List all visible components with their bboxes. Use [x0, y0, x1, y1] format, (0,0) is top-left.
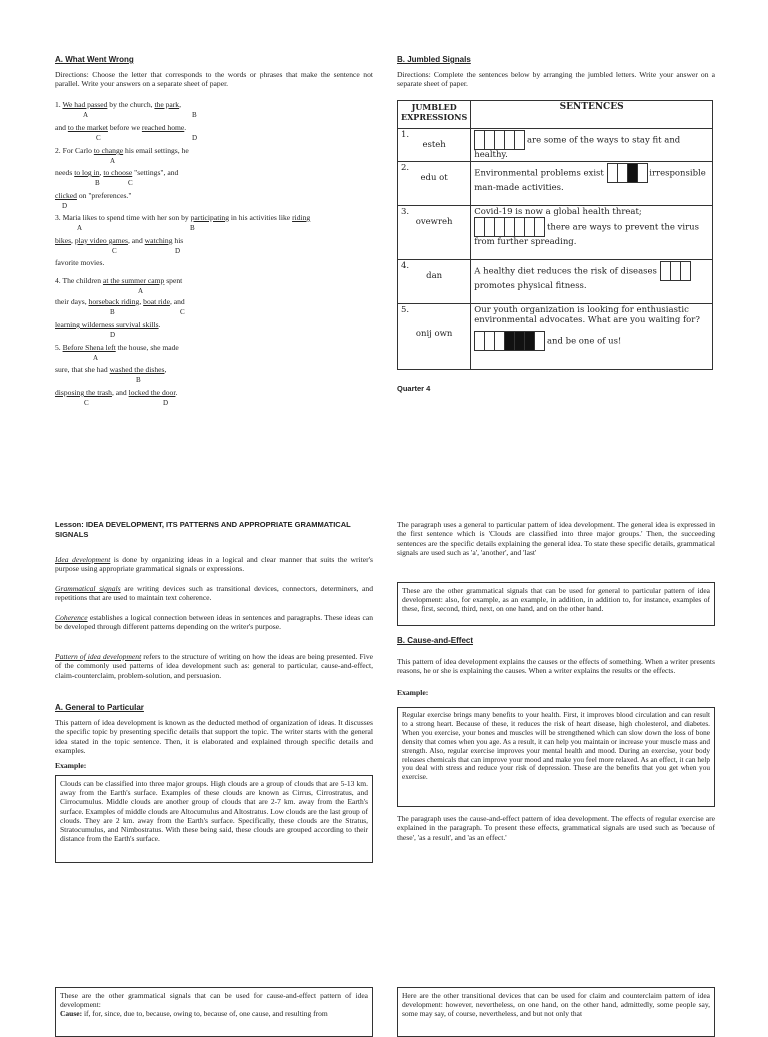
sentence-after: and be one of us!	[546, 336, 622, 347]
row-number: 5.	[401, 305, 410, 315]
question-1-line-2: and to the market before we reached home.	[55, 123, 187, 132]
option-letter: C	[128, 179, 133, 187]
example-label: Example:	[55, 761, 87, 770]
lesson-title: Lesson: IDEA DEVELOPMENT, ITS PATTERNS AND APPROPRIATE GRAMMATICAL SIGNALS	[55, 520, 351, 539]
sentence-after: there are ways to prevent the virus from further spreading.	[474, 222, 699, 247]
jumbled-word: edu ot	[420, 173, 448, 183]
section-b-directions: Directions: Complete the sentences below by arranging the jumbled letters. Write your answer on a separate sheet of paper.	[397, 70, 715, 89]
option-letter: A	[83, 111, 89, 119]
general-to-particular-text: This pattern of idea development is known as the deducted method of organization of ideas. It discusses the specific topic by presenting specific details that support the topic. The writer starts with the general idea stated in the topic sentence. Then, it is elaborated and explained through specific details and examples.	[55, 718, 373, 756]
jumbled-signals-table	[397, 100, 713, 370]
question-5-line-1: 5. Before Shena left the house, she made	[55, 343, 179, 352]
question-3-line-3: favorite movies.	[55, 258, 105, 267]
table-row	[398, 304, 713, 370]
option-letter: A	[77, 224, 83, 232]
letter-boxes[interactable]	[474, 331, 544, 351]
clouds-example-box: Clouds can be classified into three major groups. High clouds are a group of clouds that are 5-13 km. away from the Earth's surface. Examples of these clouds are known as Cirrus, Cirrostratus, and Cirrocumulus. Middle clouds are another group of clouds that are 2-7 km. away from the Earth's surface. Examples of middle clouds are Altocumulus and Altostratus. Low clouds are the last group of clouds. They are 2 km. away from the Earth's surface. Specifically, these clouds are the Stratus, Stratocumulus, and Nimbostratus. With these being said, these clouds are grouped according to their distance from the Earth's surface.	[55, 775, 373, 863]
letter-boxes[interactable]	[474, 217, 544, 237]
option-letter: D	[110, 331, 116, 339]
option-letter: C	[180, 308, 185, 316]
sentence-before: Environmental problems exist	[474, 168, 604, 179]
option-letter: B	[136, 376, 141, 384]
lesson-paragraph-3: Coherence establishes a logical connection between ideas in sentences and paragraphs. These ideas can be developed through different patterns depending on the writer's purpose.	[55, 613, 373, 632]
cause-effect-title: B. Cause-and-Effect	[397, 636, 474, 645]
col-sentences-header: SENTENCES	[471, 101, 713, 129]
question-1-line-1: 1. We had passed by the church, the park,	[55, 100, 182, 109]
table-row	[398, 206, 713, 260]
quarter-label: Quarter 4	[397, 384, 431, 393]
letter-boxes[interactable]	[607, 163, 647, 183]
letter-boxes[interactable]	[474, 130, 524, 150]
row-number: 3.	[401, 207, 410, 217]
option-letter: B	[110, 308, 115, 316]
section-b-title: B. Jumbled Signals	[397, 55, 471, 64]
question-2-line-1: 2. For Carlo to change his email settings, he	[55, 146, 189, 155]
sentence-after: irresponsible man-made activities.	[474, 168, 706, 193]
table-row	[398, 129, 713, 162]
lesson-paragraph-1: Idea development is done by organizing ideas in a logical and clear manner that suits the writer's purpose using appropriate grammatical signals or expressions.	[55, 555, 373, 574]
question-5-line-3: disposing the trash, and locked the door.	[55, 388, 178, 397]
option-letter: C	[84, 399, 89, 407]
row-number: 2.	[401, 163, 410, 173]
table-row	[398, 260, 713, 304]
option-letter: D	[175, 247, 181, 255]
option-letter: D	[192, 134, 198, 142]
question-4-line-2: their days, horseback riding, boat ride, and	[55, 297, 185, 306]
claim-counterclaim-signals-box: Here are the other transitional devices that can be used for claim and counterclaim pattern of idea development: however, nevertheless, on one hand, on the other hand, admittedly, some people say, some may say, of course, nevertheless, and but not only that	[397, 987, 715, 1037]
cause-effect-signals-box: These are the other grammatical signals that can be used for cause-and-effect pattern of idea development: Cause: if, for, since, due to, because, owing to, because of, one cause, and resulting from	[55, 987, 373, 1037]
jumbled-word: onij own	[415, 329, 453, 339]
cause-effect-text: This pattern of idea development explains the causes or the effects of something. When a writer presents reasons, he or she is explaining the causes. When a writer explains the results or the effects.	[397, 657, 715, 676]
option-letter: C	[96, 134, 101, 142]
sentence-after: are some of the ways to stay fit and healthy.	[474, 135, 681, 160]
jumbled-word: esteh	[422, 140, 446, 150]
general-to-particular-explanation: The paragraph uses a general to particular pattern of idea development. The general idea is expressed in the first sentence which is 'Clouds are classified into three major groups.' Then, the succeeding sentences are the specific details explaining the general idea. To state these specific details, grammatical signals are used such as 'a', 'another', and 'last'	[397, 520, 715, 558]
option-letter: A	[93, 354, 99, 362]
example-label: Example:	[397, 688, 429, 697]
letter-boxes[interactable]	[660, 261, 690, 281]
option-letter: D	[62, 202, 68, 210]
question-5-line-2: sure, that she had washed the dishes,	[55, 365, 167, 374]
question-4-line-1: 4. The children at the summer camp spent	[55, 276, 183, 285]
lesson-paragraph-2: Grammatical signals are writing devices such as transitional devices, connectors, determiners, and repetitions that are used to maintain text coherence.	[55, 584, 373, 603]
col-jumbled-header: JUMBLED EXPRESSIONS	[398, 101, 471, 129]
question-2-line-2: needs to log in, to choose "settings", and	[55, 168, 179, 177]
option-letter: B	[95, 179, 100, 187]
general-to-particular-title: A. General to Particular	[55, 703, 144, 712]
option-letter: B	[190, 224, 195, 232]
question-3-line-2: bikes, play video games, and watching his	[55, 236, 184, 245]
section-a-title: A. What Went Wrong	[55, 55, 134, 64]
jumbled-word: ovewreh	[415, 217, 453, 227]
sentence-before: Covid-19 is now a global health threat;	[474, 207, 642, 217]
lesson-paragraph-4: Pattern of idea development refers to the structure of writing on how the ideas are being presented. Five of the commonly used patterns of idea development such as: general to particular, cause-and-effect, claim-counterclaim, problem-solution, and persuasion.	[55, 652, 373, 680]
exercise-example-box: Regular exercise brings many benefits to your health. First, it improves blood circulation and can result to a strong heart. Because of these, it reduces the risk of heart disease, high cholesterol, and diabetes. When you exercise, your bones and muscles will be strengthened which can slow down the loss of bone density that comes when you age. As a result, it can help you maintain or increase your muscle mass and strength. Also, regular exercise improves your mental health and mood. During an exercise, your body releases chemicals that can improve your mood and make you feel more relaxed. As an effect, it can help you deal with stress and reduce your risk of depression. These are the benefits that you get when you exercise.	[397, 707, 715, 807]
row-number: 1.	[401, 130, 410, 140]
option-letter: A	[138, 287, 144, 295]
section-a-directions: Directions: Choose the letter that corresponds to the words or phrases that make the sentence not parallel. Write your answers on a separate sheet of paper.	[55, 70, 373, 89]
question-3-line-1: 3. Maria likes to spend time with her son by participating in his activities like riding	[55, 213, 311, 222]
question-2-line-3: clicked on "preferences."	[55, 191, 132, 200]
option-letter: C	[112, 247, 117, 255]
sentence-before: Our youth organization is looking for enthusiastic environmental advocates. What are you waiting for?	[474, 305, 700, 325]
sentence-after: promotes physical fitness.	[474, 281, 587, 291]
jumbled-word: dan	[426, 271, 443, 281]
option-letter: D	[163, 399, 169, 407]
question-4-line-3: learning wilderness survival skills.	[55, 320, 161, 329]
option-letter: A	[110, 157, 116, 165]
table-row	[398, 162, 713, 206]
sentence-before: A healthy diet reduces the risk of diseases	[474, 266, 657, 277]
general-signals-box: These are the other grammatical signals that can be used for general to particular pattern of idea development: also, for example, as an example, in addition, in addition to, for instance, examples of these, first, second, third, next, on one hand, and on the other hand.	[397, 582, 715, 626]
row-number: 4.	[401, 261, 410, 271]
option-letter: B	[192, 111, 197, 119]
cause-effect-explanation: The paragraph uses the cause-and-effect pattern of idea development. The effects of regular exercise are explained in the paragraph. To present these effects, grammatical signals are used such as 'because of these', 'as a result', and 'as an effect.'	[397, 814, 715, 842]
